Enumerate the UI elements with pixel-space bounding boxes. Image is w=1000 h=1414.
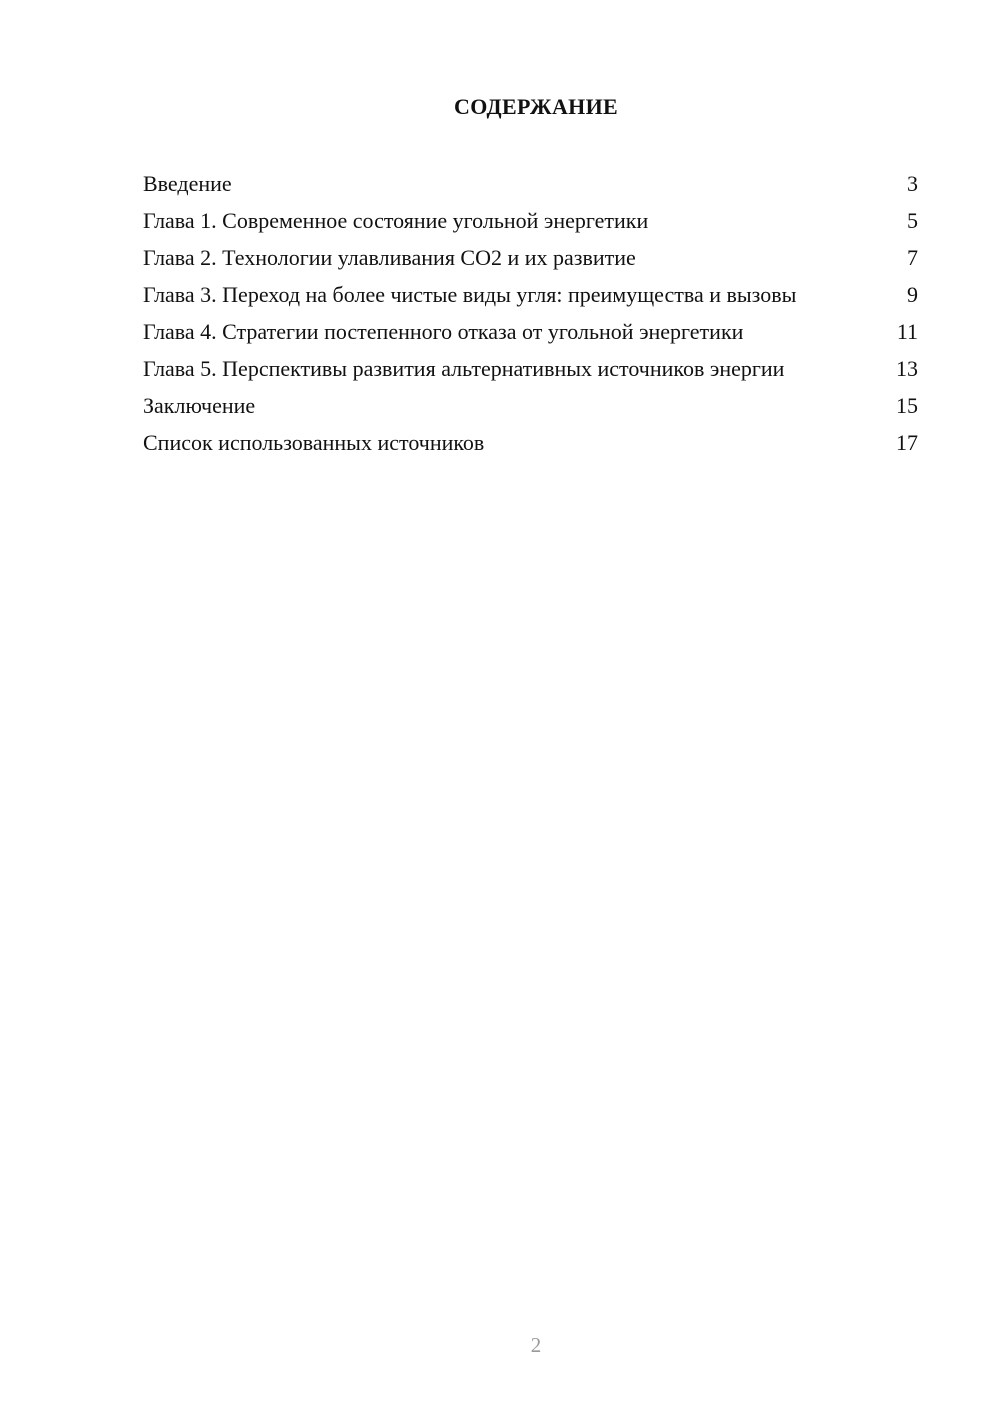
toc-entry-label: Глава 2. Технологии улавливания CO2 и их развитие (143, 245, 636, 270)
toc-entry-page: 13 (896, 356, 918, 381)
toc-list (143, 170, 918, 466)
toc-entry-conclusion (143, 392, 918, 419)
toc-entry-page: 5 (907, 208, 918, 233)
toc-entry-chapter-4 (143, 318, 918, 345)
toc-entry-label: Заключение (143, 393, 256, 418)
toc-entry-page: 11 (896, 319, 918, 344)
toc-entry-page: 9 (907, 282, 918, 307)
toc-entry-chapter-2 (143, 244, 918, 271)
toc-entry-references (143, 429, 918, 456)
toc-entry-chapter-3 (143, 281, 918, 308)
toc-entry-label: Глава 3. Переход на более чистые виды угля: преимущества и вызовы (143, 282, 797, 307)
toc-entry-label: Глава 5. Перспективы развития альтернативных источников энергии (143, 356, 785, 381)
toc-entry-page: 17 (896, 430, 918, 455)
toc-heading: СОДЕРЖАНИЕ (454, 94, 618, 119)
toc-entry-chapter-5 (143, 355, 918, 382)
toc-entry-page: 3 (907, 171, 918, 196)
toc-entry-label: Список использованных источников (143, 430, 485, 455)
toc-entry-label: Глава 1. Современное состояние угольной энергетики (143, 208, 649, 233)
page-number: 2 (530, 1333, 542, 1357)
toc-entry-page: 15 (896, 393, 918, 418)
toc-entry-label: Глава 4. Стратегии постепенного отказа от угольной энергетики (143, 319, 744, 344)
toc-entry-chapter-1 (143, 207, 918, 234)
toc-entry-page: 7 (907, 245, 918, 270)
toc-entry-label: Введение (143, 171, 232, 196)
toc-entry-introduction (143, 170, 918, 197)
